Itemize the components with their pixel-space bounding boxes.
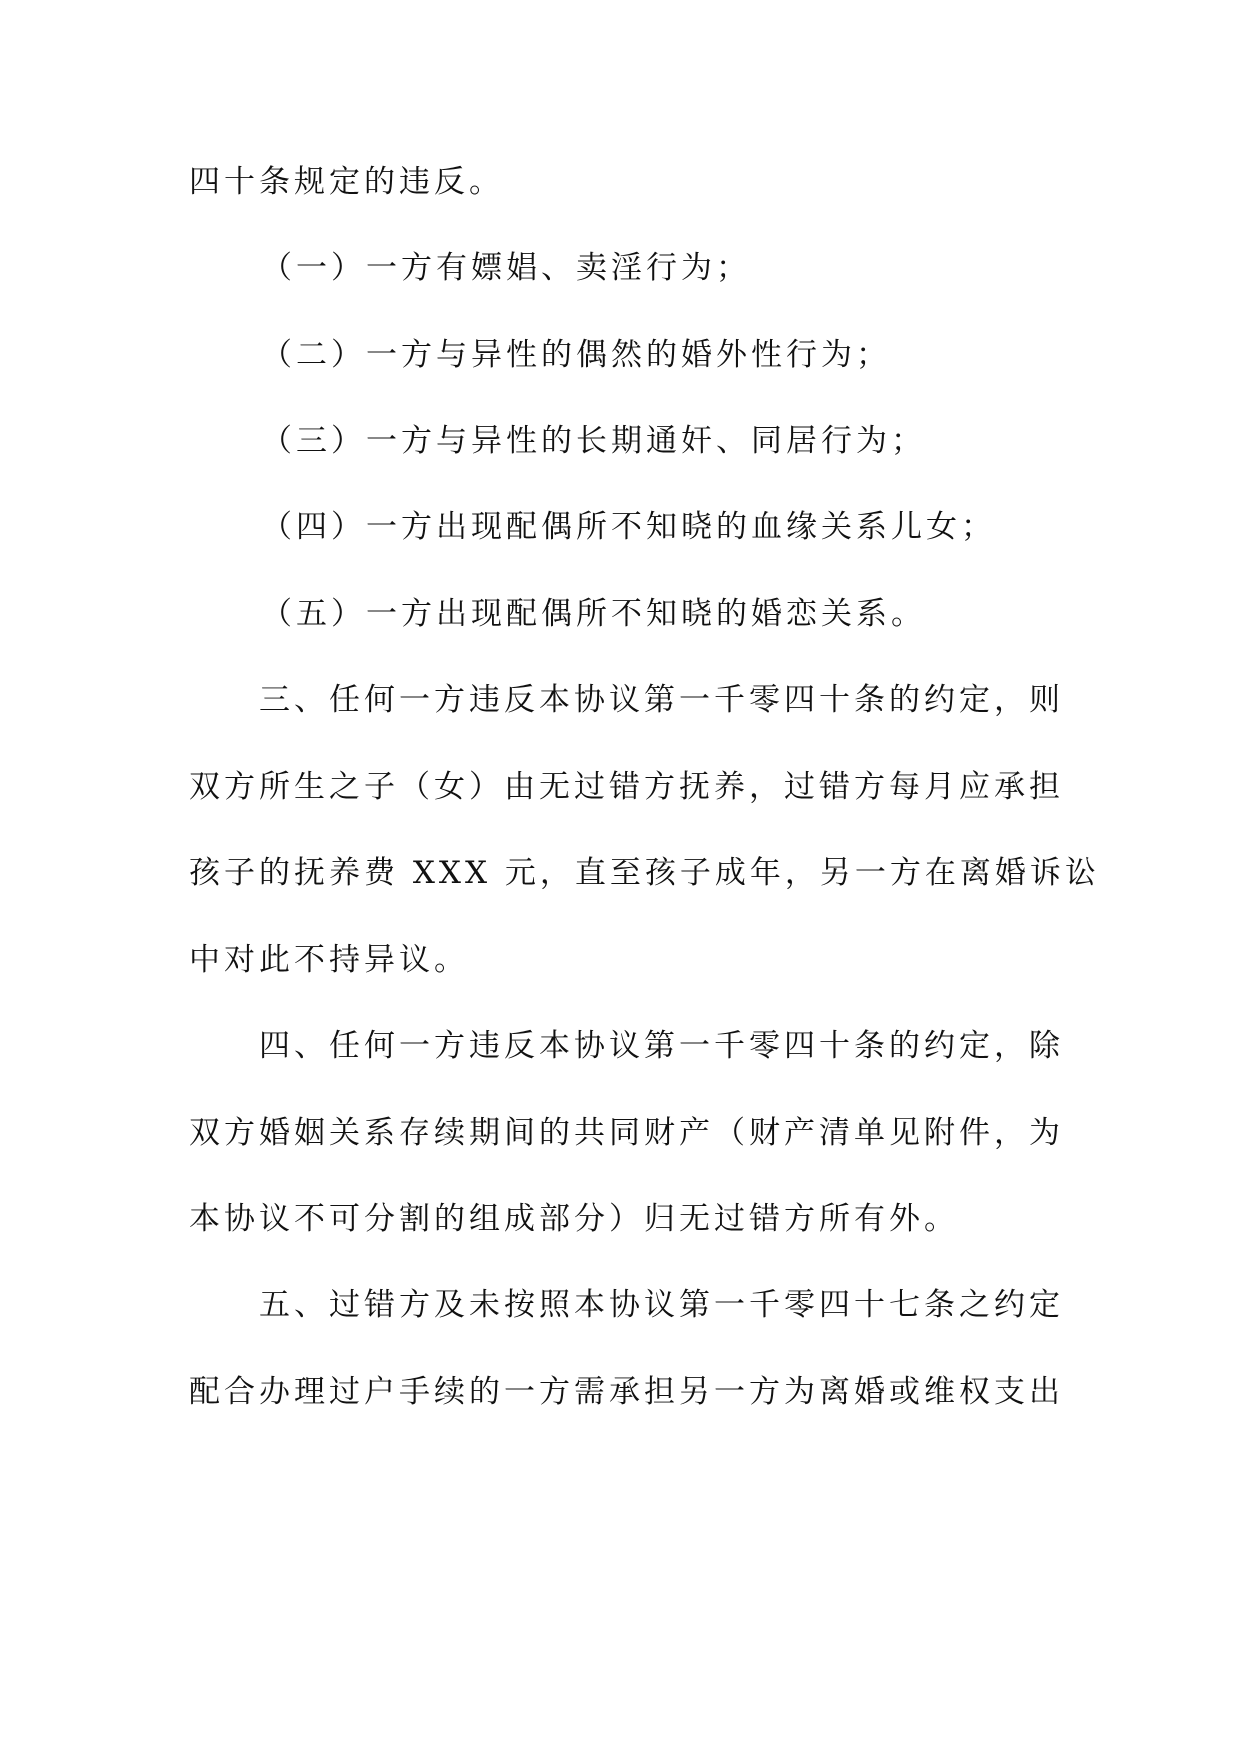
text-line: 四十条规定的违反。 (189, 164, 504, 200)
paragraph-line: 配合办理过户手续的一方需承担另一方为离婚或维权支出 (189, 1374, 1064, 1410)
list-item: （五）一方出现配偶所不知晓的婚恋关系。 (261, 596, 926, 632)
list-item: （二）一方与异性的偶然的婚外性行为； (261, 337, 891, 373)
list-item: （三）一方与异性的长期通奸、同居行为； (261, 423, 926, 459)
paragraph-line: 本协议不可分割的组成部分）归无过错方所有外。 (189, 1201, 959, 1237)
list-item: （一）一方有嫖娼、卖淫行为； (261, 250, 751, 286)
list-item: （四）一方出现配偶所不知晓的血缘关系儿女； (261, 509, 996, 545)
paragraph-line: 孩子的抚养费 XXX 元，直至孩子成年，另一方在离婚诉讼 (189, 855, 1100, 891)
paragraph-line: 双方所生之子（女）由无过错方抚养，过错方每月应承担 (189, 769, 1064, 805)
paragraph-line: 中对此不持异议。 (189, 942, 469, 978)
paragraph-line: 双方婚姻关系存续期间的共同财产（财产清单见附件，为 (189, 1115, 1064, 1151)
paragraph-line: 五、过错方及未按照本协议第一千零四十七条之约定 (259, 1287, 1064, 1323)
paragraph-line: 四、任何一方违反本协议第一千零四十条的约定，除 (259, 1028, 1064, 1064)
paragraph-line: 三、任何一方违反本协议第一千零四十条的约定，则 (259, 682, 1064, 718)
